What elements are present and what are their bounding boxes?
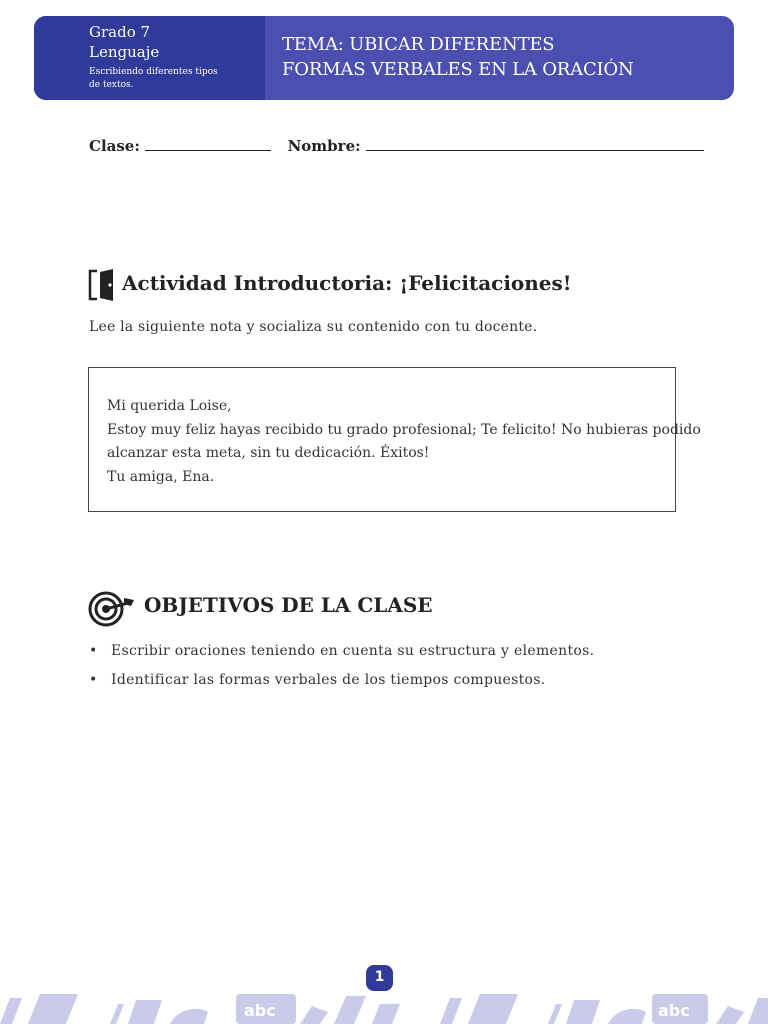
intro-instruction: Lee la siguiente nota y socializa su contenido con tu docente. [89,319,538,335]
pencil-stripe-icon [548,1004,562,1024]
grade-label: Grado 7 [89,23,151,41]
header-banner [34,16,734,100]
subject-label: Lenguaje [89,43,160,61]
hand-icon [608,1009,646,1024]
name-label: Nombre: [287,137,361,155]
pencil-stripe-icon [110,1004,124,1024]
book-icon [748,998,768,1024]
list-item [89,643,594,672]
class-field[interactable] [145,136,271,151]
note-line: alcanzar esta meta, sin tu dedicación. Éxitos! [107,445,430,461]
book-icon [334,996,366,1024]
note-line: Mi querida Loise, [107,398,232,414]
notebook-icon [372,1004,400,1024]
shape-icon [716,1006,744,1024]
unit-label: Escribiendo diferentes tipos de textos. [89,67,218,90]
objective-text: Escribir oraciones teniendo en cuenta su estructura y elementos. [111,643,595,659]
objective-text: Identificar las formas verbales de los tiempos compuestos. [111,672,546,688]
student-fields [89,136,704,155]
book-icon [28,994,78,1024]
pencil-stripe-icon [440,998,462,1024]
abc-label: abc [658,1001,690,1020]
note-box [88,367,701,512]
topic-title [282,32,702,82]
notebook-icon [128,1000,162,1024]
list-item [89,672,594,701]
intro-title: Actividad Introductoria: ¡Felicitaciones! [122,271,572,295]
note-line: Estoy muy feliz hayas recibido tu grado profesional; Te felicito! No hubieras podido [107,421,701,438]
bullet-icon: • [89,643,98,659]
class-label: Clase: [89,137,140,155]
topic-line-1: TEMA: UBICAR DIFERENTES [282,34,555,55]
header-left-panel [34,16,265,100]
notebook-icon [566,1000,600,1024]
book-icon [468,994,518,1024]
objectives-list [89,643,594,701]
pencil-stripe-icon [0,998,22,1024]
topic-line-2: FORMAS VERBALES EN LA ORACIÓN [282,59,634,80]
name-field[interactable] [366,136,704,151]
shape-icon [300,1006,328,1024]
note-text [107,395,701,489]
hand-icon [170,1009,208,1024]
door-icon [88,268,116,302]
objectives-title: OBJETIVOS DE LA CLASE [144,593,433,617]
page-number: 1 [366,965,393,991]
abc-label: abc [244,1001,276,1020]
note-line: Tu amiga, Ena. [107,468,215,485]
target-icon [88,589,136,629]
footer-decoration [0,990,768,1024]
bullet-icon: • [89,672,98,688]
